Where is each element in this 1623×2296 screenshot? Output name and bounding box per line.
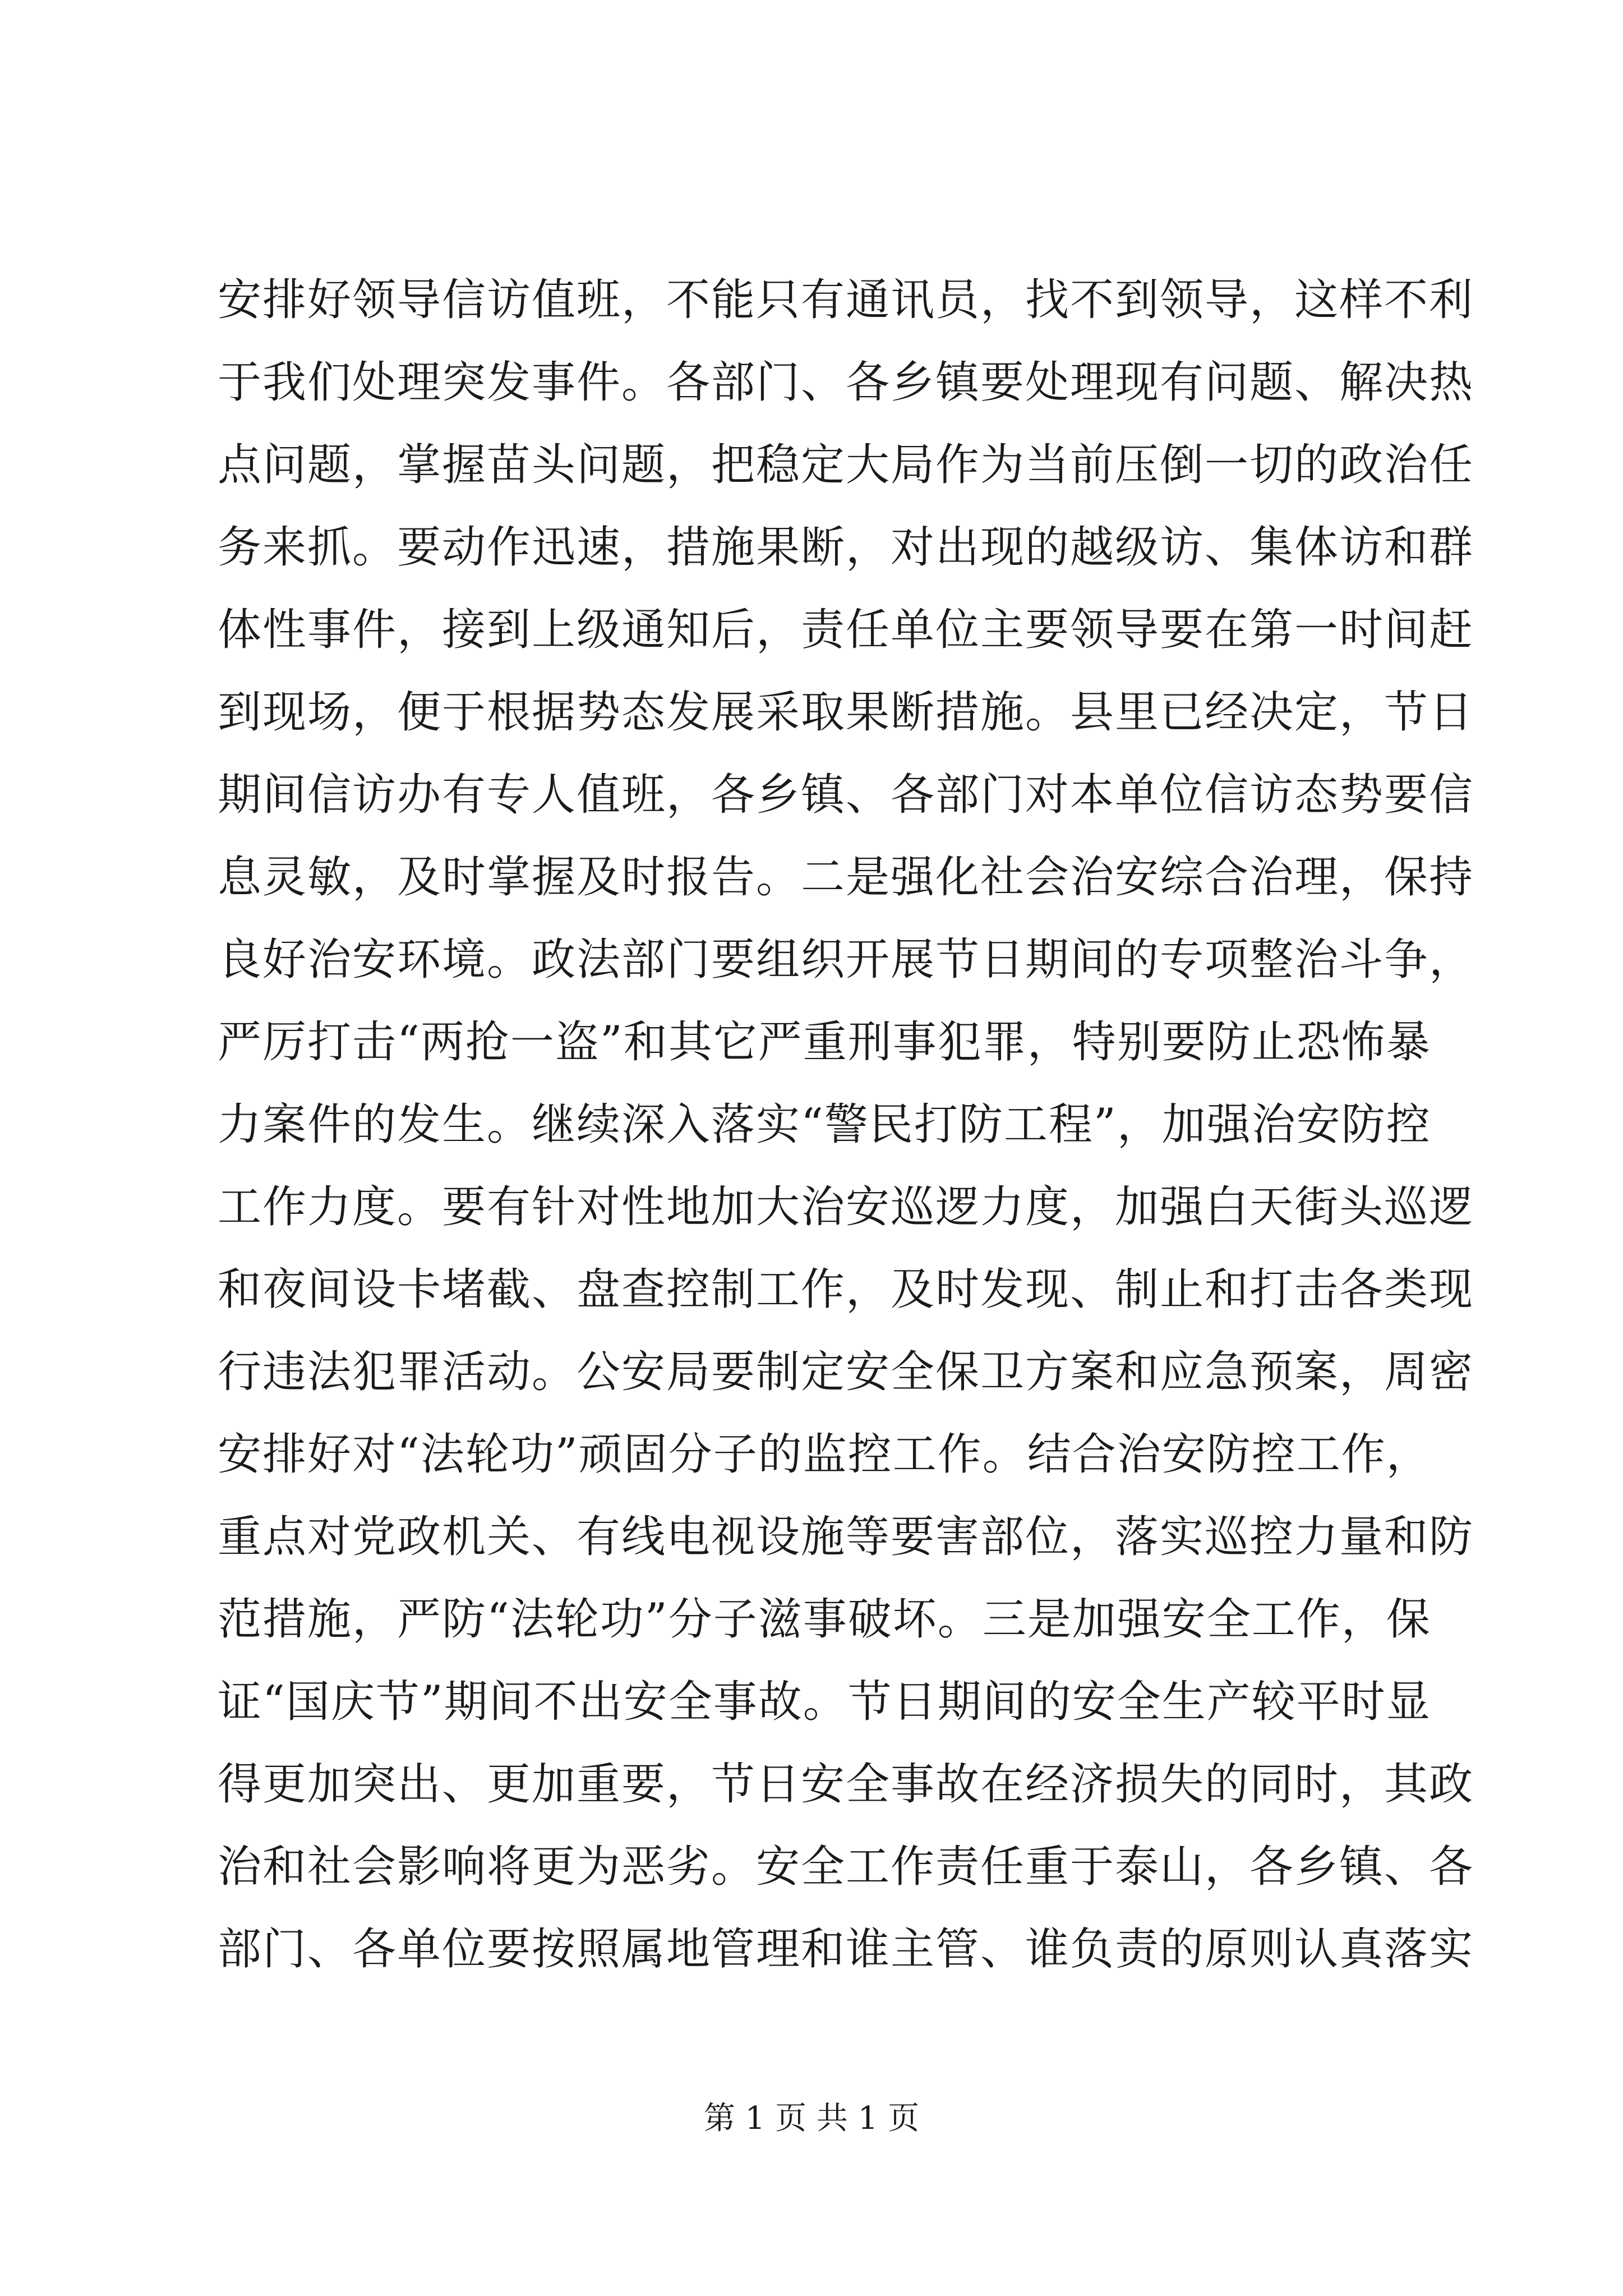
text-line: 治和社会影响将更为恶劣。安全工作责任重于泰山，各乡镇、各 <box>218 1842 1474 1892</box>
text-line: 安排好对“法轮功”顽固分子的监控工作。结合治安防控工作， <box>218 1429 1431 1480</box>
text-line: 到现场，便于根据势态发展采取果断措施。县里已经决定，节日 <box>218 687 1474 738</box>
text-line: 息灵敏，及时掌握及时报告。二是强化社会治安综合治理，保持 <box>218 852 1474 903</box>
text-line: 严厉打击“两抢一盗”和其它严重刑事犯罪，特别要防止恐怖暴 <box>218 1017 1431 1068</box>
text-line: 安排好领导信访值班，不能只有通讯员，找不到领导，这样不利 <box>218 275 1474 325</box>
text-line: 证“国庆节”期间不出安全事故。节日期间的安全生产较平时显 <box>218 1677 1431 1727</box>
text-line: 部门、各单位要按照属地管理和谁主管、谁负责的原则认真落实 <box>218 1924 1474 1975</box>
text-line: 期间信访办有专人值班，各乡镇、各部门对本单位信访态势要信 <box>218 770 1474 820</box>
text-line: 工作力度。要有针对性地加大治安巡逻力度，加强白天街头巡逻 <box>218 1182 1474 1232</box>
text-line: 行违法犯罪活动。公安局要制定安全保卫方案和应急预案，周密 <box>218 1347 1474 1397</box>
text-line: 范措施，严防“法轮功”分子滋事破坏。三是加强安全工作，保 <box>218 1594 1431 1645</box>
text-line: 体性事件，接到上级通知后，责任单位主要领导要在第一时间赶 <box>218 605 1474 655</box>
body-text <box>218 259 1474 1991</box>
page-footer: 第 1 页 共 1 页 <box>703 2100 920 2137</box>
text-line: 良好治安环境。政法部门要组织开展节日期间的专项整治斗争， <box>218 935 1474 985</box>
text-line: 于我们处理突发事件。各部门、各乡镇要处理现有问题、解决热 <box>218 357 1474 408</box>
text-line: 重点对党政机关、有线电视设施等要害部位，落实巡控力量和防 <box>218 1512 1474 1562</box>
text-line: 力案件的发生。继续深入落实“警民打防工程”，加强治安防控 <box>218 1099 1431 1150</box>
text-line: 和夜间设卡堵截、盘查控制工作，及时发现、制止和打击各类现 <box>218 1264 1474 1315</box>
text-line: 点问题，掌握苗头问题，把稳定大局作为当前压倒一切的政治任 <box>218 440 1474 490</box>
text-line: 得更加突出、更加重要，节日安全事故在经济损失的同时，其政 <box>218 1759 1474 1810</box>
text-line: 务来抓。要动作迅速，措施果断，对出现的越级访、集体访和群 <box>218 522 1474 573</box>
